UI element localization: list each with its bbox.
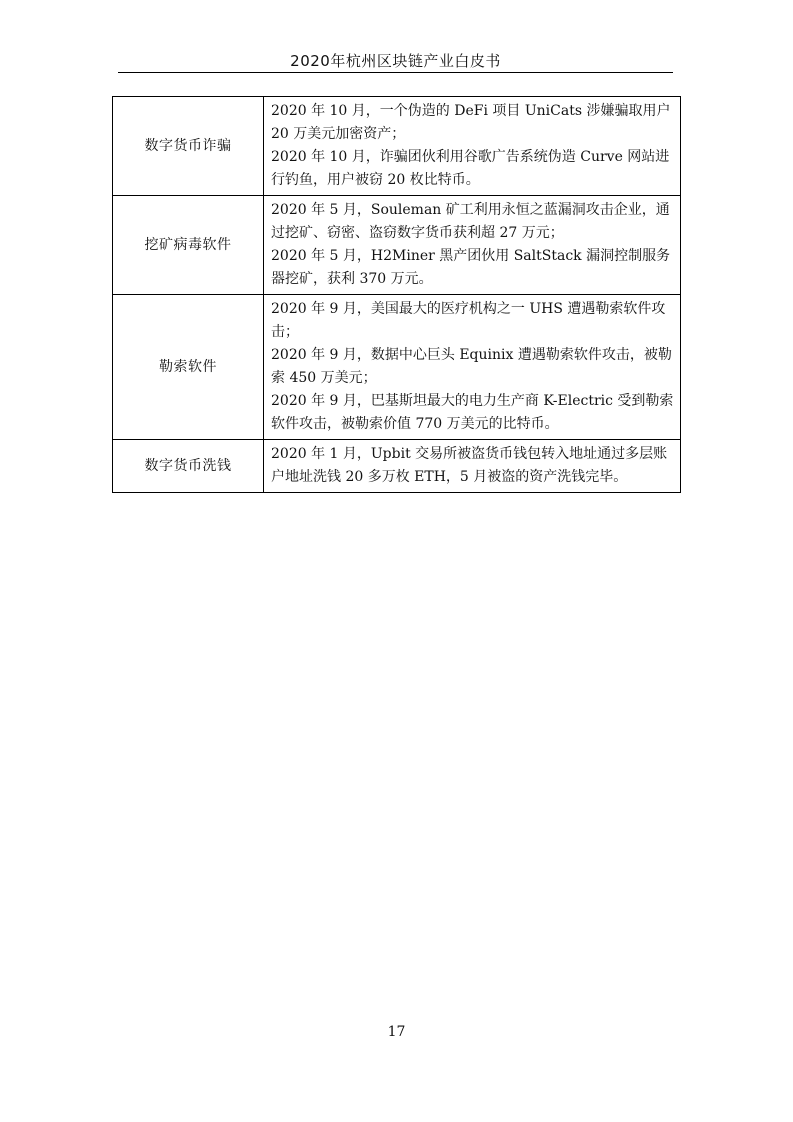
- table-row: [113, 295, 681, 440]
- incident-line: 2020 年 10 月，一个伪造的 DeFi 项目 UniCats 涉嫌骗取用户 20 万美元加密资产；: [271, 103, 671, 142]
- page-header-title: 2020年杭州区块链产业白皮书: [290, 52, 501, 70]
- header-rule: [118, 72, 673, 73]
- details-cell: [264, 97, 681, 196]
- incident-line: 2020 年 9 月，巴基斯坦最大的电力生产商 K-Electric 受到勒索软件攻击，被勒索价值 770 万美元的比特币。: [271, 393, 674, 432]
- category-cell: 勒索软件: [113, 295, 264, 440]
- incident-line: 2020 年 9 月，数据中心巨头 Equinix 遭遇勒索软件攻击，被勒索 450 万美元；: [271, 347, 672, 386]
- incident-line: 2020 年 10 月，诈骗团伙利用谷歌广告系统伪造 Curve 网站进行钓鱼，用户被窃 20 枚比特币。: [271, 149, 670, 188]
- incident-line: 2020 年 9 月，美国最大的医疗机构之一 UHS 遭遇勒索软件攻击；: [271, 301, 666, 340]
- table-row: [113, 196, 681, 295]
- category-cell: 挖矿病毒软件: [113, 196, 264, 295]
- details-cell: [264, 196, 681, 295]
- incident-line: 2020 年 5 月，H2Miner 黑产团伙用 SaltStack 漏洞控制服务器挖矿，获利 370 万元。: [271, 248, 671, 287]
- incident-line: 2020 年 1 月，Upbit 交易所被盗货币钱包转入地址通过多层账户地址洗钱 20 多万枚 ETH，5 月被盗的资产洗钱完毕。: [271, 446, 668, 485]
- details-cell: [264, 440, 681, 493]
- table-row: [113, 97, 681, 196]
- security-incidents-table: [112, 96, 681, 493]
- details-cell: [264, 295, 681, 440]
- category-cell: 数字货币洗钱: [113, 440, 264, 493]
- category-cell: 数字货币诈骗: [113, 97, 264, 196]
- incident-line: 2020 年 5 月，Souleman 矿工利用永恒之蓝漏洞攻击企业，通过挖矿、窃密、盗窃数字货币获利超 27 万元；: [271, 202, 670, 241]
- page-number: 17: [387, 1024, 406, 1040]
- table-row: [113, 440, 681, 493]
